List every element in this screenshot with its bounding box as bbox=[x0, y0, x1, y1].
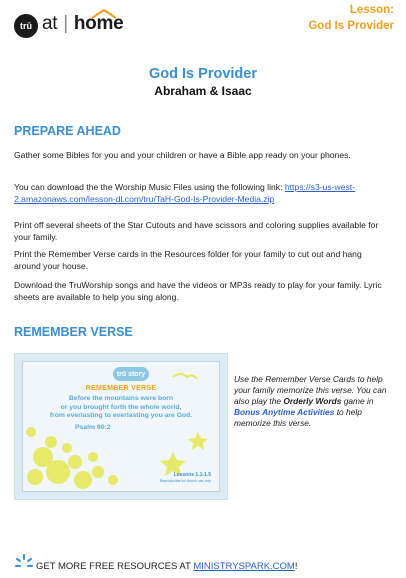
page-title: God Is Provider bbox=[149, 66, 257, 82]
prepare-paragraph-1: Gather some Bibles for you and your children or have a Bible app ready on your phones. bbox=[14, 150, 351, 160]
instructions-text-3: to help memorize this verse. bbox=[234, 407, 362, 428]
prepare-paragraph-2 bbox=[14, 182, 389, 205]
download-text: You can download the the Worship Music Files using the following link: bbox=[14, 182, 285, 192]
remember-verse-card-image bbox=[14, 353, 228, 500]
remember-verse-heading: REMEMBER VERSE bbox=[14, 325, 133, 339]
logo-separator: | bbox=[63, 13, 68, 34]
footer-label: GET MORE FREE RESOURCES AT bbox=[36, 561, 194, 572]
verse-line-1: Before the mountains were born bbox=[68, 395, 174, 402]
prepare-paragraph-5: Download the TruWorship songs and have the videos or MP3s ready to play for your family. Lyric sheets are available to help you sing along. bbox=[14, 280, 382, 302]
verse-line-3: from everlasting to everlasting you are God. bbox=[49, 412, 193, 420]
page-subtitle: Abraham & Isaac bbox=[154, 84, 252, 98]
lesson-label: Lesson: bbox=[349, 4, 394, 16]
orderly-words-game-name: Orderly Words bbox=[283, 396, 342, 406]
lesson-info bbox=[308, 2, 394, 34]
instructions-text-2: game in bbox=[341, 396, 374, 406]
prepare-paragraph-4: Print the Remember Verse cards in the Resources folder for your family to cut out and hang around your house. bbox=[14, 249, 362, 271]
card-inner bbox=[22, 361, 220, 492]
media-download-link[interactable]: https://s3-us-west-2.amazonaws.com/lesson-dl.com/tru/TaH-God-Is-Provider-Media.zip bbox=[14, 182, 356, 204]
footer-resources bbox=[36, 561, 297, 572]
bonus-activities-link[interactable]: Bonus Anytime Activities bbox=[234, 407, 335, 417]
prepare-ahead-heading: PREPARE AHEAD bbox=[14, 124, 121, 138]
verse-reference: Psalm 90:2 bbox=[75, 424, 111, 431]
logo-home: home bbox=[73, 13, 124, 34]
verse-line-2: or you brought forth the whole world, bbox=[60, 403, 182, 411]
prepare-paragraph-3: Print off several sheets of the Star Cutouts and have scissors and coloring supplies available for your family. bbox=[14, 220, 379, 242]
instructions-text-1: Use the Remember Verse Cards to help your family memorize this verse. You can also play the bbox=[234, 374, 387, 406]
sparkle-icon bbox=[14, 553, 34, 578]
remember-verse-instructions bbox=[234, 374, 394, 429]
card-verse-text bbox=[33, 395, 209, 421]
tru-logo-badge: trū bbox=[14, 14, 38, 38]
ministryspark-link[interactable]: MINISTRYSPARK.COM bbox=[193, 561, 295, 572]
card-lessons-label: Lessons 1.1-1.5 bbox=[173, 472, 211, 478]
tru-story-badge: trū story bbox=[113, 367, 149, 381]
logo-at: at bbox=[42, 13, 58, 34]
card-use-note: Reproducible for church use only bbox=[159, 479, 211, 483]
card-heading: REMEMBER VERSE bbox=[85, 385, 157, 392]
lesson-title: God Is Provider bbox=[308, 20, 394, 32]
header bbox=[0, 0, 406, 50]
footer-exclamation: ! bbox=[294, 561, 298, 572]
